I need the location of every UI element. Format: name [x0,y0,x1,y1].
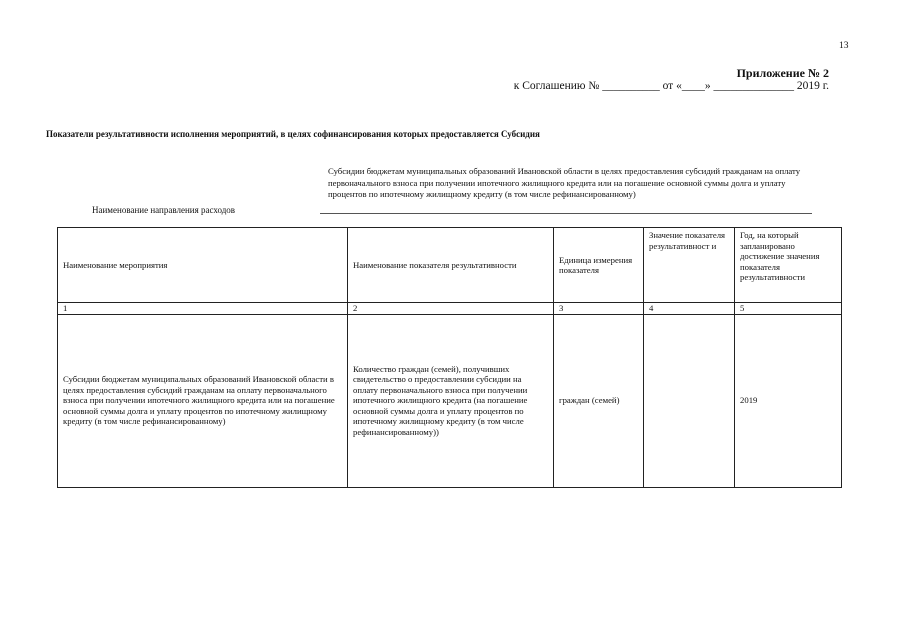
header-indicator-value: Значение показателя результативност и [644,228,735,303]
expense-direction-label: Наименование направления расходов [92,205,236,215]
expense-direction-value: Субсидии бюджетам муниципальных образований Ивановской области в целях предоставления субсидий гражданам на оплату первоначального взноса при получении ипотечного жилищного кредита или на погашение основной суммы долга и уплату процентов по ипотечному жилищному кредиту (в том числе рефинансированному) [328,166,801,199]
indicators-table [57,227,842,488]
header-unit: Единица измерения показателя [554,228,644,303]
column-number: 1 [58,303,348,315]
indicator-value-cell [644,314,735,487]
appendix-title: Приложение № 2 [736,66,829,80]
header-target-year: Год, на который запланировано достижение значения показателя результативности [735,228,842,303]
expense-direction-underline [320,213,812,214]
event-name-cell: Субсидии бюджетам муниципальных образований Ивановской области в целях предоставления субсидий гражданам на оплату первоначального взноса при получении ипотечного жилищного кредита или на погашение основной суммы долга и уплату процентов по ипотечному жилищному кредиту (в том числе рефинансированному) [58,314,348,487]
page-number: 13 [839,41,849,51]
header-event-name: Наименование мероприятия [58,228,348,303]
header-indicator-name: Наименование показателя результативности [348,228,554,303]
column-number: 2 [348,303,554,315]
column-number-row [58,303,842,315]
section-title: Показатели результативности исполнения мероприятий, в целях софинансирования которых предоставляется Субсидия [46,129,540,139]
column-number: 4 [644,303,735,315]
table-row [58,314,842,487]
agreement-reference: к Соглашению № __________ от «____» ______________ 2019 г. [513,80,829,92]
indicator-name-cell: Количество граждан (семей), получивших свидетельство о предоставлении субсидии на оплату первоначального взноса при получении ипотечного жилищного кредита (на погашение основной суммы долга и уплату процентов по ипотечному жилищному кредиту (в том числе рефинансированному)) [348,314,554,487]
target-year-cell: 2019 [735,314,842,487]
table-header-row [58,228,842,303]
unit-cell: граждан (семей) [554,314,644,487]
column-number: 3 [554,303,644,315]
column-number: 5 [735,303,842,315]
